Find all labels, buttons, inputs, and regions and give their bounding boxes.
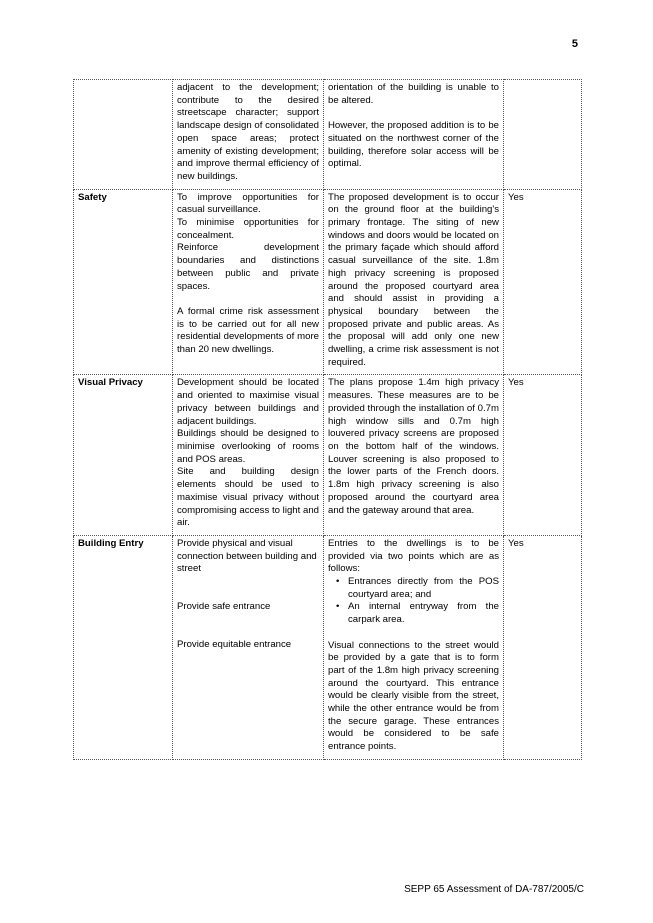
objectives-cell (173, 80, 324, 190)
row-heading: Safety (74, 189, 173, 375)
objective-text: adjacent to the development; contribute to the desired streetscape character; support landscape design of consolidated open space areas; protect amenity of existing development; and improve thermal efficiency of new buildings. (177, 82, 319, 182)
page-footer: SEPP 65 Assessment of DA-787/2005/C (404, 884, 584, 895)
objective-text: Development should be located and oriented to maximise visual privacy between buildings and adjacent buildings. (177, 377, 319, 427)
assessment-table (73, 79, 582, 760)
objective-text: To minimise opportunities for concealment. (177, 217, 319, 241)
comments-cell (324, 189, 504, 375)
row-heading: Building Entry (74, 535, 173, 759)
complies-cell: Yes (504, 535, 582, 759)
objective-text: A formal crime risk assessment is to be carried out for all new residential developments of more than 20 new dwellings. (177, 305, 319, 356)
table-row (74, 535, 582, 759)
list-item: • An internal entryway from the carpark area. (348, 601, 499, 626)
comment-text: orientation of the building is unable to be altered. (328, 82, 499, 106)
table-row (74, 80, 582, 190)
comment-text: However, the proposed addition is to be situated on the northwest corner of the building, therefore solar access will be optimal. (328, 120, 499, 170)
objective-text: Buildings should be designed to minimise overlooking of rooms and POS areas. (177, 428, 319, 465)
comments-cell (324, 535, 504, 759)
objective-text: Provide safe entrance (177, 601, 271, 613)
objective-text: Provide physical and visual connection between building and street (177, 537, 317, 575)
objectives-cell (173, 535, 324, 759)
page-number: 5 (571, 38, 578, 50)
comments-cell (324, 80, 504, 190)
complies-cell: Yes (504, 189, 582, 375)
comment-text: The plans propose 1.4m high privacy measures. These measures are to be provided through the installation of 0.7m high window sills and 0.7m high louvered privacy screens are proposed on the bottom half of the windows. Louver screening is also proposed to the lower parts of the French doors. 1.8m high privacy screening is also proposed around the courtyard area and the gateway around that area. (328, 377, 499, 516)
comment-text: Visual connections to the street would be provided by a gate that is to form part of the 1.8m high privacy screening around the courtyard. This entrance would be clearly visible from the street, while the other entrance would be from the secure garage. These entrances would be considered to be safe entrance points. (328, 639, 499, 753)
table-row (74, 189, 582, 375)
complies-cell (504, 80, 582, 190)
objective-text: Site and building design elements should be used to maximise visual privacy without compromising access to light and air. (177, 466, 319, 529)
complies-cell: Yes (504, 375, 582, 535)
comment-text: Entries to the dwellings is to be provided via two points which are as follows: (328, 537, 499, 575)
comments-cell (324, 375, 504, 535)
objective-text: Reinforce development boundaries and distinctions between public and private spaces. (177, 242, 319, 292)
comment-text: The proposed development is to occur on the ground floor at the building's primary frontage. The siting of new windows and doors would be located on the primary façade which should afford casual surveillance of the site. 1.8m high privacy screening is proposed around the proposed courtyard area and should assist in providing a physical boundary between the proposed private and public areas. As the proposal will add only one new dwelling, a crime risk assessment is not required. (328, 191, 499, 368)
table-row (74, 375, 582, 535)
objectives-cell (173, 189, 324, 375)
comment-bullet-list (328, 576, 499, 627)
list-item: • Entrances directly from the POS courtyard area; and (348, 576, 499, 601)
objective-text: Provide equitable entrance (177, 639, 292, 651)
objective-text: To improve opportunities for casual surveillance. (177, 191, 319, 216)
row-heading (74, 80, 173, 190)
objectives-cell (173, 375, 324, 535)
row-heading: Visual Privacy (74, 375, 173, 535)
